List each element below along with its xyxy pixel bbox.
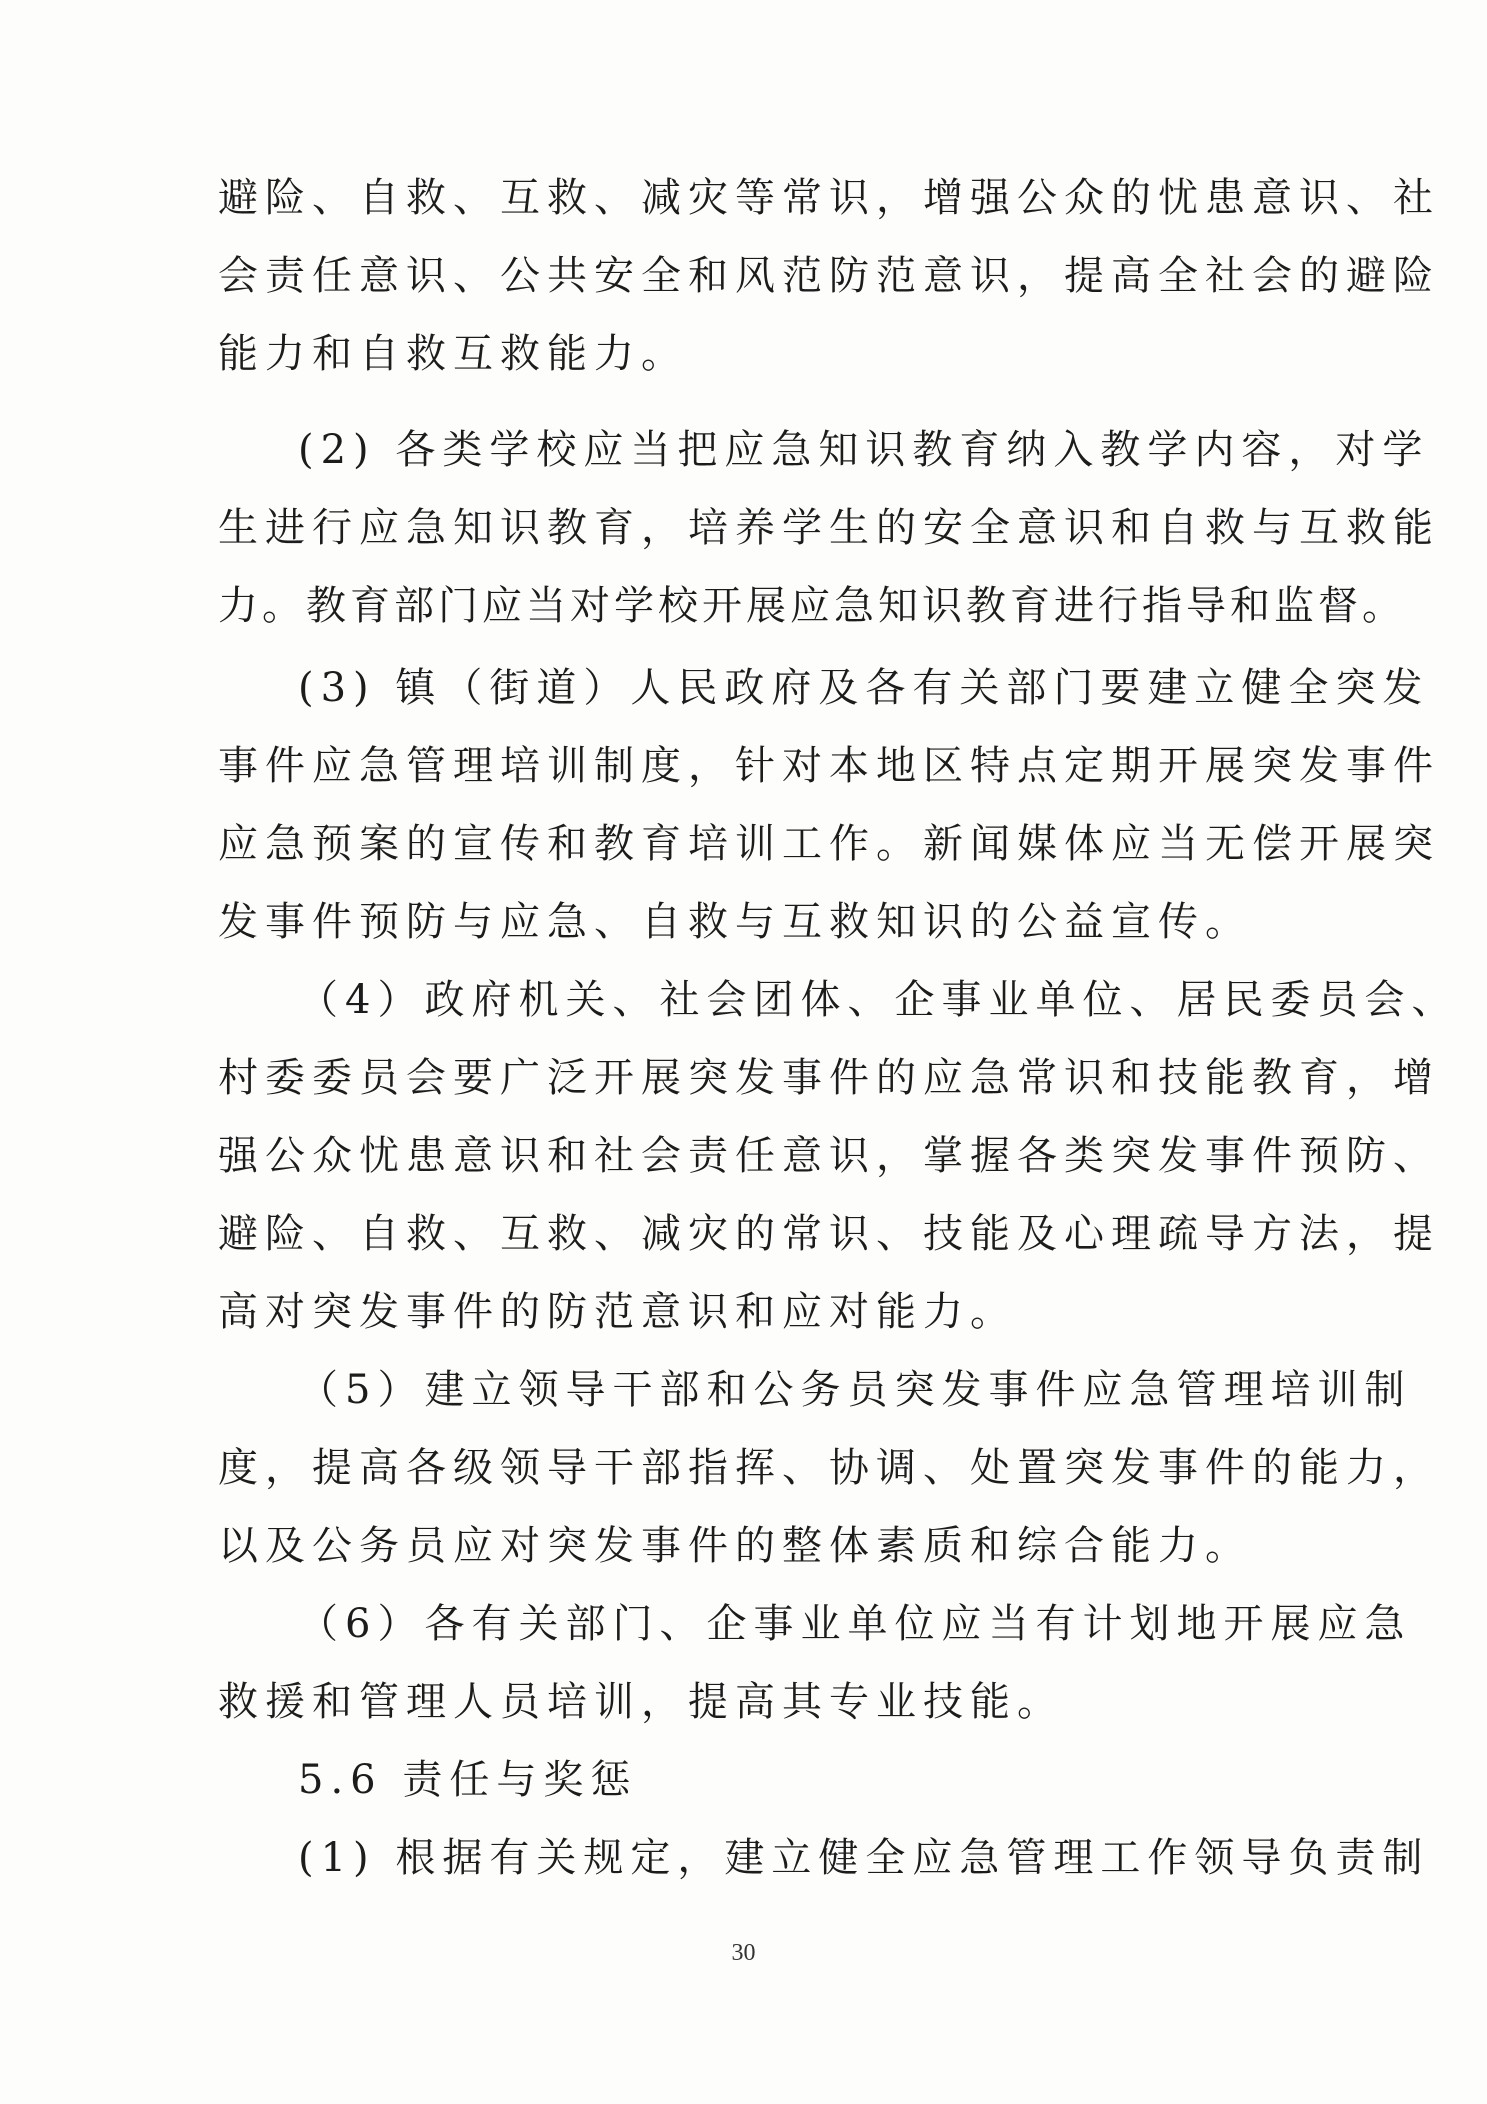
paragraph-2-start: (2) 各类学校应当把应急知识教育纳入教学内容，对学 [298,427,1430,473]
paragraph-7-start: (1) 根据有关规定，建立健全应急管理工作领导负责制 [298,1835,1430,1881]
text-line: 以及公务员应对突发事件的整体素质和综合能力。 [218,1523,1252,1569]
text-line: 事件应急管理培训制度，针对本地区特点定期开展突发事件 [218,743,1440,789]
text-line: 能力和自救互救能力。 [218,331,688,377]
text-line: 高对突发事件的防范意识和应对能力。 [218,1289,1017,1335]
text-line: 度，提高各级领导干部指挥、协调、处置突发事件的能力， [218,1445,1440,1491]
paragraph-4-start: （4）政府机关、社会团体、企事业单位、居民委员会、 [298,977,1459,1023]
paragraph-6-start: （6）各有关部门、企事业单位应当有计划地开展应急 [298,1601,1412,1647]
paragraph-3-start: (3) 镇（街道）人民政府及各有关部门要建立健全突发 [298,665,1430,711]
text-line: 避险、自救、互救、减灾的常识、技能及心理疏导方法，提 [218,1211,1440,1257]
text-line: 村委委员会要广泛开展突发事件的应急常识和技能教育，增 [218,1055,1440,1101]
text-line: 应急预案的宣传和教育培训工作。新闻媒体应当无偿开展突 [218,821,1440,867]
section-heading: 5.6 责任与奖惩 [298,1757,638,1803]
paragraph-5-start: （5）建立领导干部和公务员突发事件应急管理培训制 [298,1367,1412,1413]
text-line: 发事件预防与应急、自救与互救知识的公益宣传。 [218,899,1252,945]
text-line: 避险、自救、互救、减灾等常识，增强公众的忧患意识、社 [218,175,1440,221]
text-line: 会责任意识、公共安全和风范防范意识，提高全社会的避险 [218,253,1440,299]
text-line: 生进行应急知识教育，培养学生的安全意识和自救与互救能 [218,505,1440,551]
text-line: 强公众忧患意识和社会责任意识，掌握各类突发事件预防、 [218,1133,1440,1179]
text-line: 救援和管理人员培训，提高其专业技能。 [218,1679,1064,1725]
text-line: 力。教育部门应当对学校开展应急知识教育进行指导和监督。 [218,583,1406,629]
page-number: 30 [731,1940,756,1966]
